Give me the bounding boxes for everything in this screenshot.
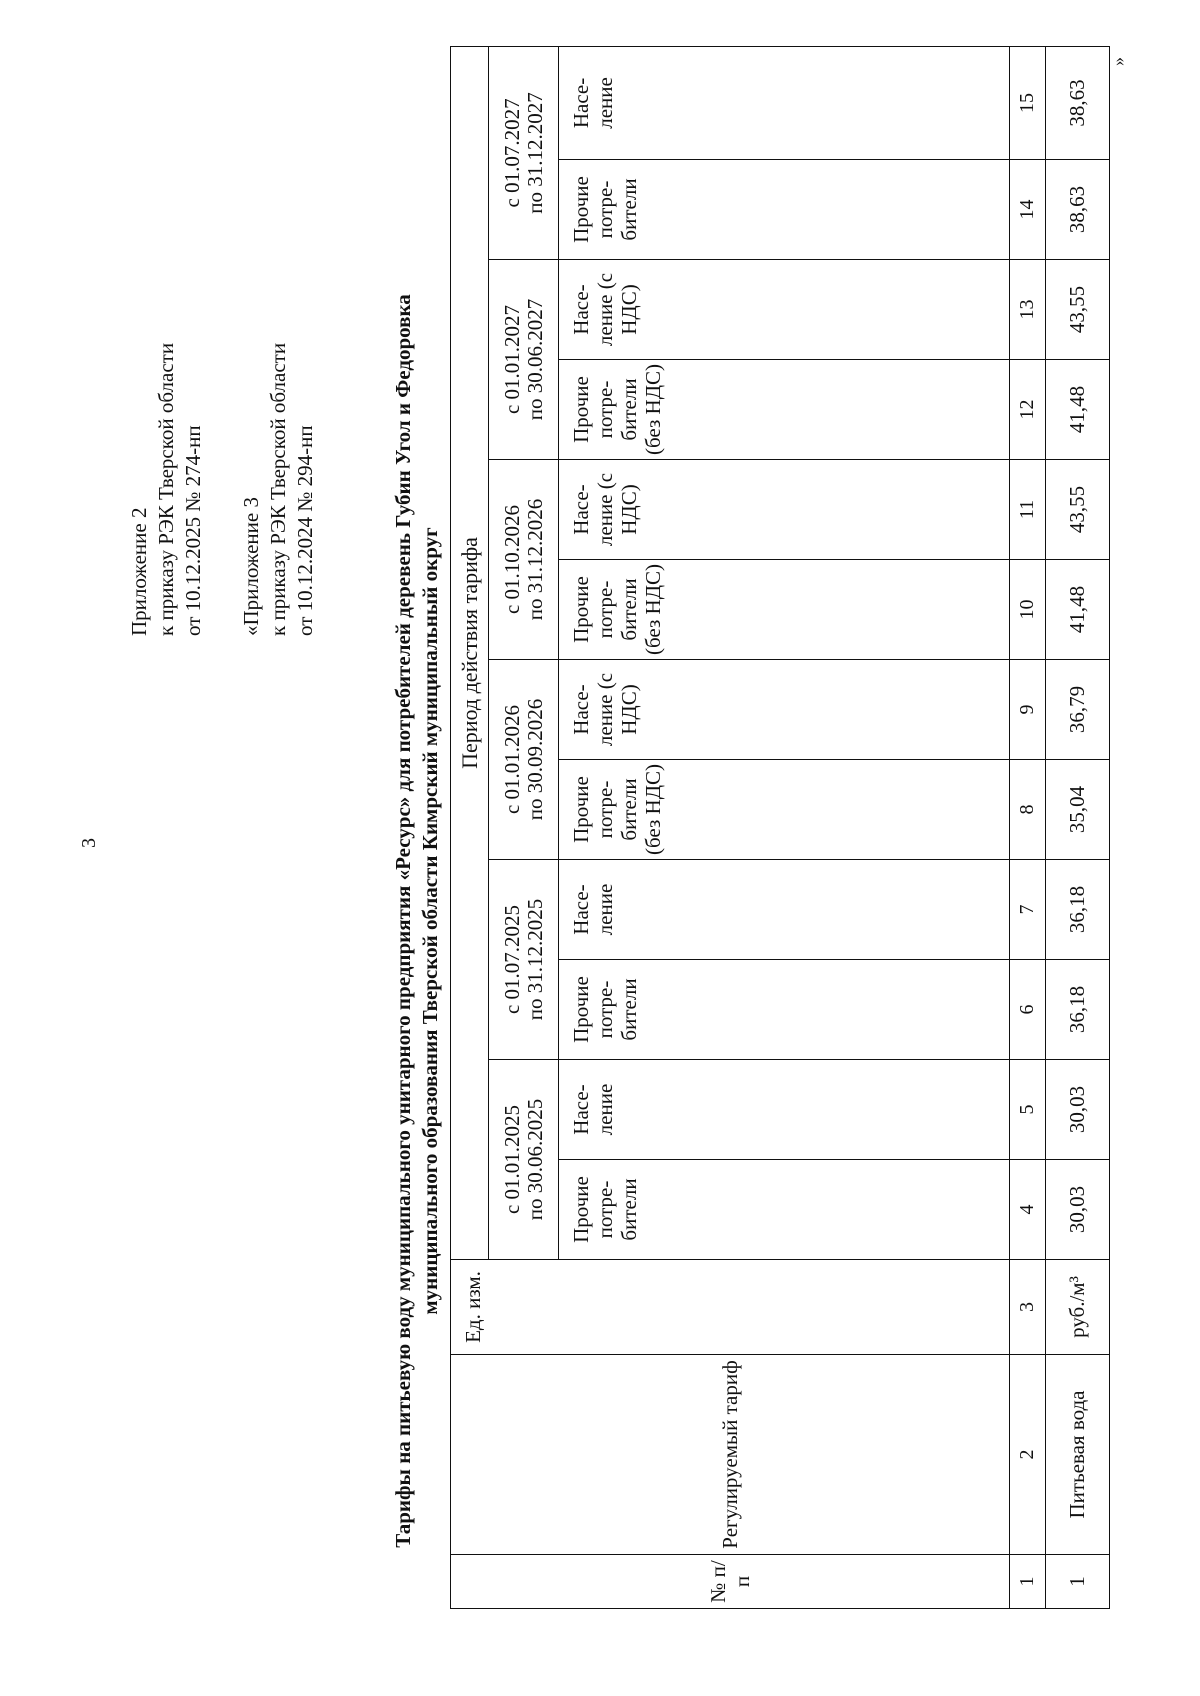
tariff-value: 35,04 <box>1045 760 1109 860</box>
tariff-value: 38,63 <box>1045 46 1109 159</box>
header-number: № п/п <box>451 1555 1010 1609</box>
period-from: с 01.07.2025 <box>499 904 524 1015</box>
period-to: по 31.12.2027 <box>522 92 547 214</box>
column-number: 5 <box>1009 1060 1045 1160</box>
period-from: с 01.01.2025 <box>499 1104 524 1215</box>
period-header <box>489 260 559 460</box>
tariff-value: 41,48 <box>1045 360 1109 460</box>
appendix-3-header <box>238 343 319 636</box>
tariff-value: 41,48 <box>1045 560 1109 660</box>
consumer-category: Прочие потре- бители <box>559 960 1010 1060</box>
tariff-table <box>450 46 1110 1609</box>
document-title <box>390 276 444 1566</box>
consumer-category: Прочие потре- бители (без НДС) <box>559 360 1010 460</box>
column-number: 11 <box>1009 460 1045 560</box>
appendix-3-line: от 10.12.2024 № 294-нп <box>293 425 317 636</box>
tariff-value: 43,55 <box>1045 460 1109 560</box>
tariff-value: 30,03 <box>1045 1060 1109 1160</box>
header-tariff: Регулируемый тариф <box>451 1355 1010 1555</box>
column-number: 8 <box>1009 760 1045 860</box>
row-tariff: Питьевая вода <box>1045 1355 1109 1555</box>
tariff-value: 36,18 <box>1045 960 1109 1060</box>
appendix-2-line: Приложение 2 <box>127 507 151 636</box>
column-number: 10 <box>1009 560 1045 660</box>
tariff-value: 36,18 <box>1045 860 1109 960</box>
consumer-category: Насе- ление (с НДС) <box>559 460 1010 560</box>
period-header <box>489 860 559 1060</box>
period-header <box>489 46 559 259</box>
period-to: по 31.12.2026 <box>522 498 547 621</box>
consumer-category: Насе- ление <box>559 1060 1010 1160</box>
header-period: Период действия тарифа <box>451 46 489 1259</box>
header-unit: Ед. изм. <box>451 1260 1010 1355</box>
appendix-2-line: к приказу РЭК Тверской области <box>154 342 178 636</box>
consumer-category: Прочие потре- бители <box>559 1160 1010 1260</box>
period-from: с 01.10.2026 <box>499 504 524 615</box>
appendix-3-line: «Приложение 3 <box>239 497 263 636</box>
tariff-value: 30,03 <box>1045 1160 1109 1260</box>
consumer-category: Прочие потре- бители (без НДС) <box>559 760 1010 860</box>
period-to: по 31.12.2025 <box>522 898 547 1021</box>
consumer-category: Прочие потре- бители <box>559 160 1010 260</box>
tariff-value: 38,63 <box>1045 160 1109 260</box>
tariff-value: 36,79 <box>1045 660 1109 760</box>
row-unit: руб./м³ <box>1045 1260 1109 1355</box>
column-number: 12 <box>1009 360 1045 460</box>
column-number: 15 <box>1009 46 1045 159</box>
consumer-category: Прочие потре- бители (без НДС) <box>559 560 1010 660</box>
appendix-2-line: от 10.12.2025 № 274-нп <box>181 425 205 636</box>
column-number: 14 <box>1009 160 1045 260</box>
column-number: 4 <box>1009 1160 1045 1260</box>
column-number: 6 <box>1009 960 1045 1060</box>
column-number: 7 <box>1009 860 1045 960</box>
column-number: 2 <box>1009 1355 1045 1555</box>
consumer-category: Насе- ление (с НДС) <box>559 660 1010 760</box>
period-to: по 30.06.2027 <box>522 298 547 421</box>
column-number: 3 <box>1009 1260 1045 1355</box>
closing-quote-mark: » <box>1108 57 1128 66</box>
period-to: по 30.06.2025 <box>522 1098 547 1221</box>
column-number: 13 <box>1009 260 1045 360</box>
page-number: 3 <box>78 838 100 848</box>
period-header <box>489 460 559 660</box>
period-header <box>489 660 559 860</box>
title-line: Тарифы на питьевую воду муниципального унитарного предприятия «Ресурс» для потребителей деревень Губин Угол и Федоровка <box>391 294 415 1548</box>
table-row <box>1045 46 1109 1608</box>
column-number: 1 <box>1009 1555 1045 1609</box>
consumer-category: Насе- ление <box>559 46 1010 159</box>
period-header <box>489 1060 559 1260</box>
tariff-value: 43,55 <box>1045 260 1109 360</box>
consumer-category: Насе- ление (с НДС) <box>559 260 1010 360</box>
period-from: с 01.07.2027 <box>499 98 524 208</box>
period-from: с 01.01.2026 <box>499 704 524 815</box>
appendix-2-header <box>126 343 207 636</box>
column-number-row <box>1009 46 1045 1608</box>
period-from: с 01.01.2027 <box>499 304 524 415</box>
period-to: по 30.09.2026 <box>522 698 547 821</box>
row-number: 1 <box>1045 1555 1109 1609</box>
column-number: 9 <box>1009 660 1045 760</box>
title-line: муниципального образования Тверской области Кимрский муниципальный округ <box>418 527 442 1315</box>
appendix-3-line: к приказу РЭК Тверской области <box>266 342 290 636</box>
consumer-category: Насе- ление <box>559 860 1010 960</box>
